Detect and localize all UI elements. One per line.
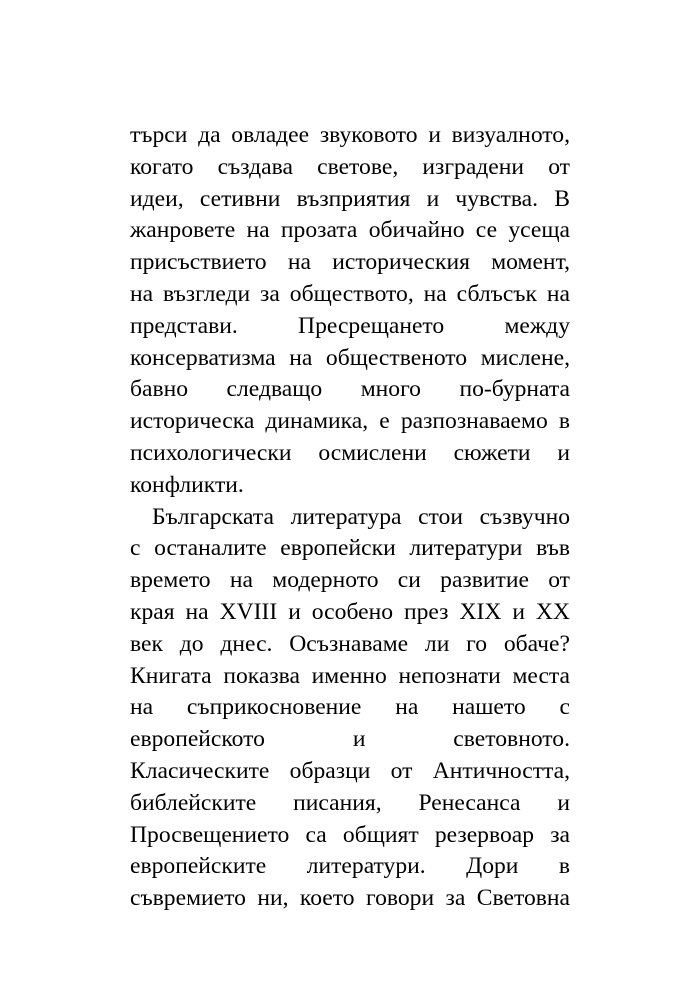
text-line: съвремието ни, което говори за Световна — [130, 885, 570, 912]
text-line: европейските литератури. Дори в — [130, 853, 570, 880]
text-line: библейските писания, Ренесанса и — [130, 789, 570, 816]
text-line: историческа динамика, е разпознаваемо в — [130, 408, 570, 435]
text-line: с останалите европейски литератури във — [130, 535, 570, 562]
text-line: Просвещението са общият резервоар за — [130, 821, 570, 848]
text-line: жанровете на прозата обичайно се усеща — [130, 217, 570, 244]
text-line: Книгата показва именно непознати места — [130, 662, 570, 689]
text-line: Българската литература стои съзвучно — [152, 503, 570, 530]
text-line: психологически осмислени сюжети и — [130, 439, 570, 466]
text-line: европейското и световното. — [130, 726, 570, 753]
text-line: края на XVIII и особено през XIX и XX — [130, 598, 570, 625]
text-line: на съприкосновение на нашето с — [130, 694, 570, 721]
text-line: представи. Пресрещането между — [130, 312, 570, 339]
text-line: присъствието на историческия момент, — [130, 249, 570, 276]
text-line: времето на модерното си развитие от — [130, 567, 570, 594]
text-line: конфликти. — [130, 471, 244, 498]
text-line: идеи, сетивни възприятия и чувства. В — [130, 185, 570, 212]
text-line: консерватизма на общественото мислене, — [130, 344, 570, 371]
text-line: на възгледи за обществото, на сблъсък на — [130, 280, 570, 307]
text-line: бавно следващо много по-бурната — [130, 376, 570, 403]
body-text — [130, 120, 570, 915]
text-line: когато създава светове, изградени от — [130, 153, 570, 180]
text-line: търси да овладее звуковото и визуалното, — [130, 122, 570, 148]
text-line: Класическите образци от Античността, — [130, 757, 570, 784]
text-line: век до днес. Осъзнаваме ли го обаче? — [130, 630, 570, 657]
